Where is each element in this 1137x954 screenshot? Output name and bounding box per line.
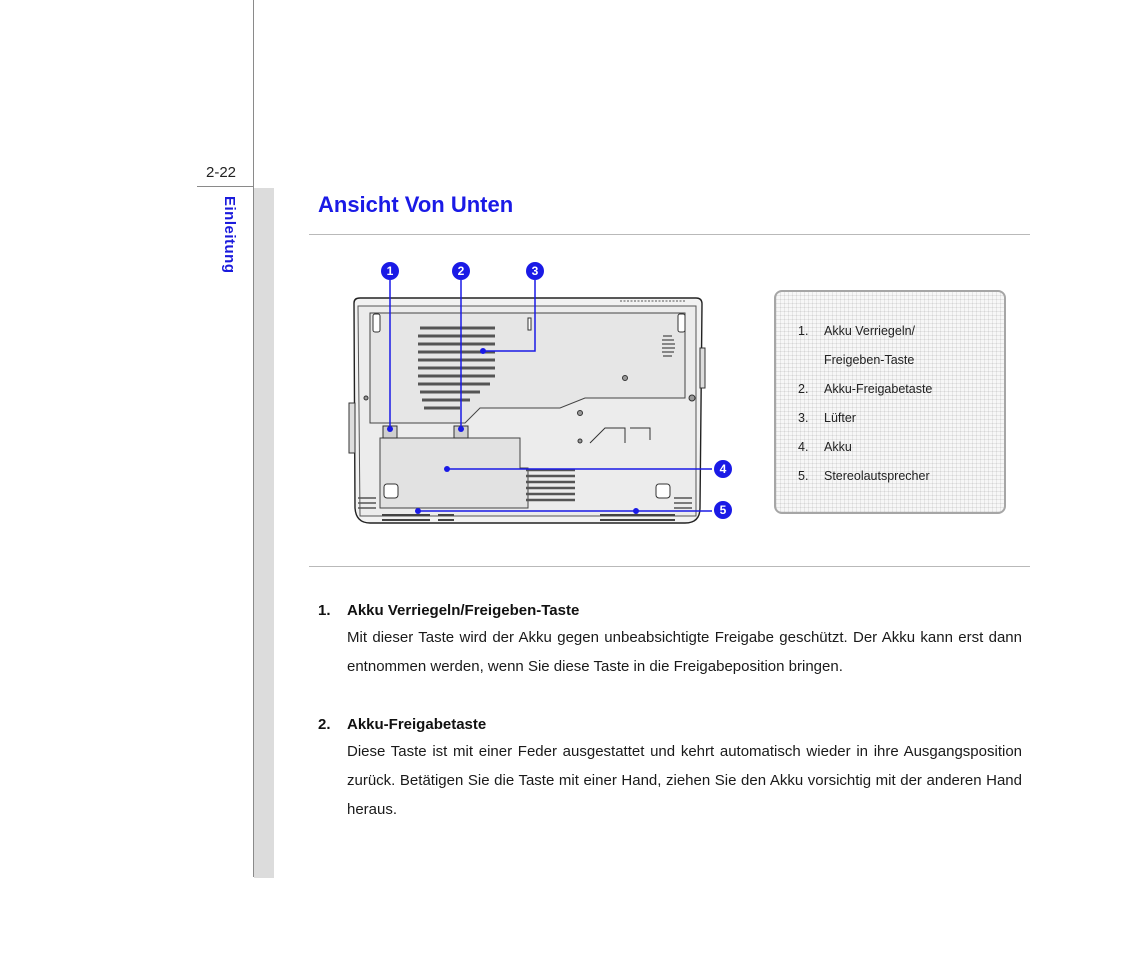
legend-item bbox=[798, 325, 974, 383]
section-number: 1. bbox=[318, 602, 331, 619]
legend-item bbox=[798, 412, 974, 441]
section-number: 2. bbox=[318, 716, 331, 733]
legend-item bbox=[798, 470, 974, 499]
section-1 bbox=[318, 602, 1022, 681]
callout-3: 3 bbox=[531, 264, 539, 278]
callout-5: 5 bbox=[719, 503, 727, 517]
legend-text bbox=[824, 325, 974, 383]
section-heading bbox=[318, 716, 1022, 733]
legend-text: Akku-Freigabetaste bbox=[824, 382, 933, 396]
legend-item bbox=[798, 383, 974, 412]
legend-num: 1. bbox=[798, 324, 809, 338]
legend-text: Stereolautsprecher bbox=[824, 469, 930, 483]
legend-item bbox=[798, 441, 974, 470]
legend-text-line1: Akku Verriegeln/ bbox=[824, 324, 916, 338]
legend-box bbox=[774, 290, 1006, 514]
legend-num: 5. bbox=[798, 469, 809, 483]
section-2 bbox=[318, 716, 1022, 824]
divider-bottom bbox=[309, 566, 1030, 567]
callout-1: 1 bbox=[386, 264, 394, 278]
legend-text-line2: Freigeben-Taste bbox=[824, 353, 915, 367]
page-title: Ansicht Von Unten bbox=[318, 192, 514, 217]
legend-text: Lüfter bbox=[824, 411, 856, 425]
legend-num: 2. bbox=[798, 382, 809, 396]
section-heading bbox=[318, 602, 1022, 619]
legend-text: Akku bbox=[824, 440, 852, 454]
chapter-label: Einleitung bbox=[221, 196, 238, 274]
divider-top bbox=[309, 234, 1030, 235]
page-number-rule bbox=[197, 186, 253, 187]
legend-num: 3. bbox=[798, 411, 809, 425]
section-title: Akku-Freigabetaste bbox=[347, 716, 487, 733]
legend-num: 4. bbox=[798, 440, 809, 454]
legend-list bbox=[798, 325, 974, 499]
callout-4: 4 bbox=[719, 462, 727, 476]
section-body: Mit dieser Taste wird der Akku gegen unbeabsichtigte Freigabe geschützt. Der Akku kann erst dann entnommen werden, wenn Sie diese Taste in die Freigabeposition bringen. bbox=[347, 629, 1022, 675]
page-number: 2-22 bbox=[206, 164, 237, 181]
section-body: Diese Taste ist mit einer Feder ausgestattet und kehrt automatisch wieder in ihre Ausgangsposition zurück. Betätigen Sie die Taste mit einer Hand, ziehen Sie den Akku vorsichtig mit der anderen Hand heraus. bbox=[347, 743, 1022, 818]
callout-2: 2 bbox=[457, 264, 465, 278]
section-title: Akku Verriegeln/Freigeben-Taste bbox=[347, 602, 580, 619]
laptop-bottom-illustration bbox=[340, 258, 750, 533]
chapter-sidebar bbox=[254, 188, 274, 878]
